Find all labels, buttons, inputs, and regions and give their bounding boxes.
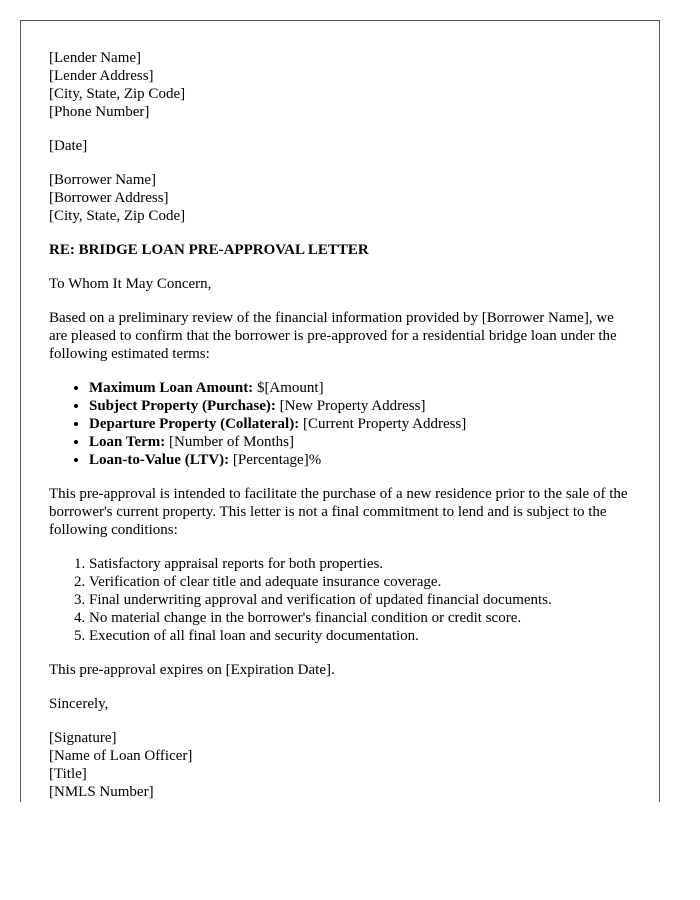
condition-item: 3. Final underwriting approval and verification of updated financial documents. (89, 591, 631, 609)
term-value: $[Amount] (253, 380, 324, 396)
officer-title: [Title] (49, 766, 87, 782)
lender-address: [Lender Address] (49, 68, 154, 84)
letter-date: [Date] (49, 138, 88, 154)
conditions-list (49, 555, 631, 645)
loan-officer-name: [Name of Loan Officer] (49, 748, 193, 764)
loan-term-item (89, 433, 631, 451)
conditions-paragraph: This pre-approval is intended to facilitate the purchase of a new residence prior to the sale of the borrower's current property. This letter is not a final commitment to lend and is subject to the following conditions: (49, 486, 628, 538)
signature-block (49, 729, 631, 801)
term-label: Subject Property (Purchase): (89, 398, 276, 414)
term-value: [Current Property Address] (299, 416, 467, 432)
condition-item: 2. Verification of clear title and adequate insurance coverage. (89, 573, 631, 591)
nmls-number: [NMLS Number] (49, 784, 154, 800)
lender-info (49, 49, 631, 121)
term-label: Departure Property (Collateral): (89, 416, 300, 432)
condition-item: 1. Satisfactory appraisal reports for both properties. (89, 555, 631, 573)
borrower-city-state-zip: [City, State, Zip Code] (49, 208, 186, 224)
term-value: [Percentage]% (229, 452, 322, 468)
term-label: Maximum Loan Amount: (89, 380, 254, 396)
closing: Sincerely, (49, 696, 109, 712)
signature: [Signature] (49, 730, 117, 746)
loan-term-item (89, 415, 631, 433)
condition-item: 4. No material change in the borrower's financial condition or credit score. (89, 609, 631, 627)
intro-paragraph: Based on a preliminary review of the financial information provided by [Borrower Name], we are pleased to confirm that the borrower is pre-approved for a residential bridge loan under the following estimated terms: (49, 310, 617, 362)
loan-term-item (89, 379, 631, 397)
term-label: Loan Term: (89, 434, 166, 450)
subject-line: RE: BRIDGE LOAN PRE-APPROVAL LETTER (49, 242, 369, 258)
lender-phone: [Phone Number] (49, 104, 150, 120)
letter-document (20, 20, 660, 802)
condition-item: 5. Execution of all final loan and security documentation. (89, 627, 631, 645)
loan-terms-list (49, 379, 631, 469)
lender-name: [Lender Name] (49, 50, 142, 66)
lender-city-state-zip: [City, State, Zip Code] (49, 86, 186, 102)
expiration-line: This pre-approval expires on [Expiration Date]. (49, 662, 335, 678)
term-value: [New Property Address] (275, 398, 426, 414)
term-value: [Number of Months] (165, 434, 294, 450)
loan-term-item (89, 397, 631, 415)
loan-term-item (89, 451, 631, 469)
salutation: To Whom It May Concern, (49, 276, 212, 292)
borrower-info (49, 171, 631, 225)
borrower-name: [Borrower Name] (49, 172, 157, 188)
borrower-address: [Borrower Address] (49, 190, 169, 206)
term-label: Loan-to-Value (LTV): (89, 452, 230, 468)
